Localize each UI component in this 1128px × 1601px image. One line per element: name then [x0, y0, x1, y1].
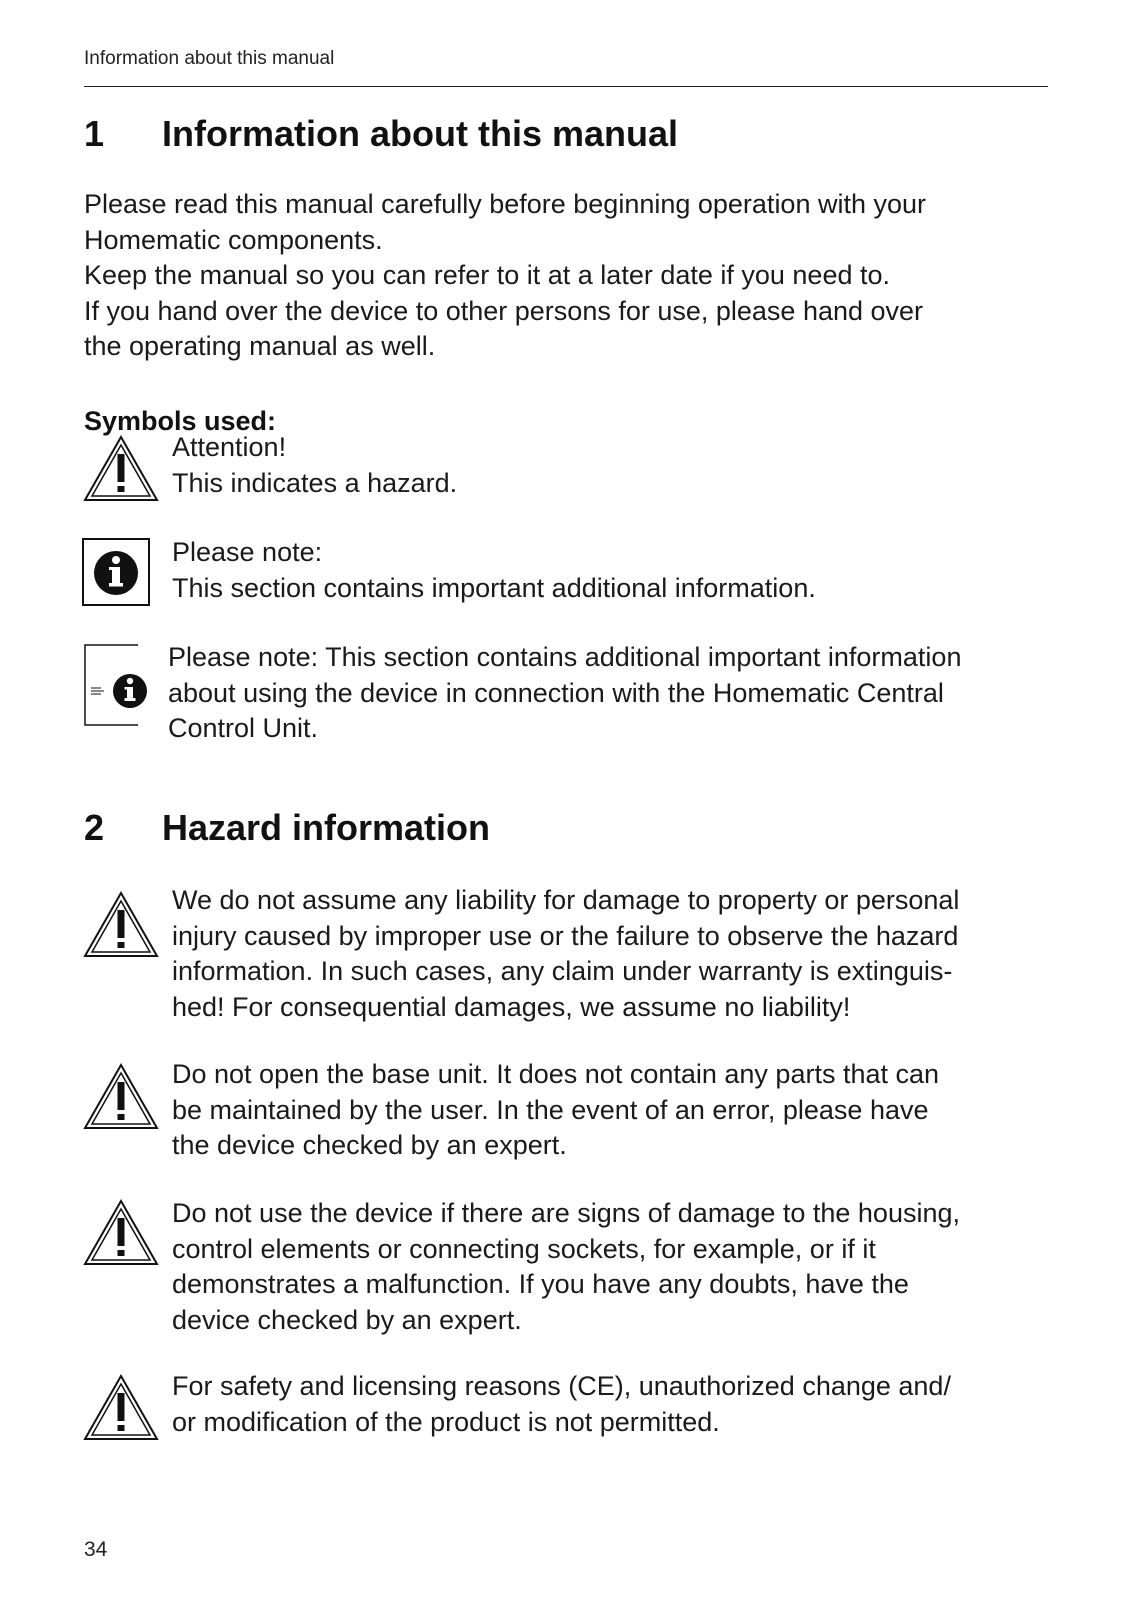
symbol-please-note-text	[172, 535, 816, 606]
hazard-line: hed! For consequential damages, we assume no liability!	[172, 991, 851, 1022]
warning-triangle-icon	[82, 1062, 160, 1132]
warning-triangle-icon	[82, 434, 160, 504]
section-1-title: Information about this manual	[162, 113, 679, 154]
symbol-line: This indicates a hazard.	[172, 467, 458, 498]
hazard-line: injury caused by improper use or the failure to observe the hazard	[172, 920, 959, 951]
intro-line: If you hand over the device to other persons for use, please hand over	[84, 295, 924, 326]
symbol-line: Attention!	[172, 432, 287, 462]
hazard-line: the device checked by an expert.	[172, 1130, 567, 1160]
hazard-line: Do not open the base unit. It does not contain any parts that can	[172, 1059, 940, 1089]
hazard-line: For safety and licensing reasons (CE), unauthorized change and/	[172, 1371, 951, 1401]
hazard-line: Do not use the device if there are signs of damage to the housing,	[172, 1198, 960, 1228]
intro-paragraph	[84, 187, 926, 365]
page-number: 34	[84, 1538, 108, 1561]
running-header: Information about this manual	[84, 48, 335, 69]
section-2-number: 2	[84, 807, 105, 848]
section-1-heading	[84, 112, 678, 156]
section-1-number: 1	[84, 113, 105, 154]
symbol-line: about using the device in connection with the Homematic Central	[168, 677, 944, 708]
warning-triangle-icon	[82, 1373, 160, 1443]
symbol-central-unit-text	[168, 640, 961, 747]
intro-line: the operating manual as well.	[84, 331, 436, 361]
warning-triangle-icon	[82, 890, 160, 960]
header-divider	[84, 86, 1048, 87]
warning-triangle-icon	[82, 1198, 160, 1268]
info-icon	[82, 538, 150, 606]
intro-line: Keep the manual so you can refer to it at a later date if you need to.	[84, 260, 891, 290]
central-unit-info-icon	[84, 644, 150, 726]
section-2-heading	[84, 806, 490, 850]
hazard-line: or modification of the product is not permitted.	[172, 1406, 720, 1437]
hazard-line: device checked by an expert.	[172, 1304, 522, 1335]
symbol-line: Please note:	[172, 537, 323, 567]
hazard-line: demonstrates a malfunction. If you have any doubts, have the	[172, 1269, 909, 1299]
hazard-line: control elements or connecting sockets, for example, or if it	[172, 1233, 876, 1264]
hazard-line: We do not assume any liability for damage to property or personal	[172, 885, 960, 915]
intro-line: Please read this manual carefully before beginning operation with your	[84, 189, 927, 219]
symbol-line: This section contains important additional information.	[172, 572, 816, 603]
symbol-line: Control Unit.	[168, 713, 319, 743]
hazard-item-do-not-open	[172, 1057, 939, 1164]
hazard-line: be maintained by the user. In the event of an error, please have	[172, 1094, 929, 1125]
intro-line: Homematic components.	[84, 224, 383, 255]
hazard-item-damage	[172, 1196, 960, 1338]
symbol-line: Please note: This section contains additional important information	[168, 642, 962, 672]
section-2-title: Hazard information	[162, 807, 491, 848]
hazard-line: information. In such cases, any claim under warranty is extinguis-	[172, 956, 953, 986]
symbols-used-label: Symbols used:	[84, 406, 277, 436]
symbol-attention-text	[172, 430, 457, 501]
hazard-item-modification	[172, 1369, 951, 1440]
hazard-item-liability	[172, 883, 959, 1025]
